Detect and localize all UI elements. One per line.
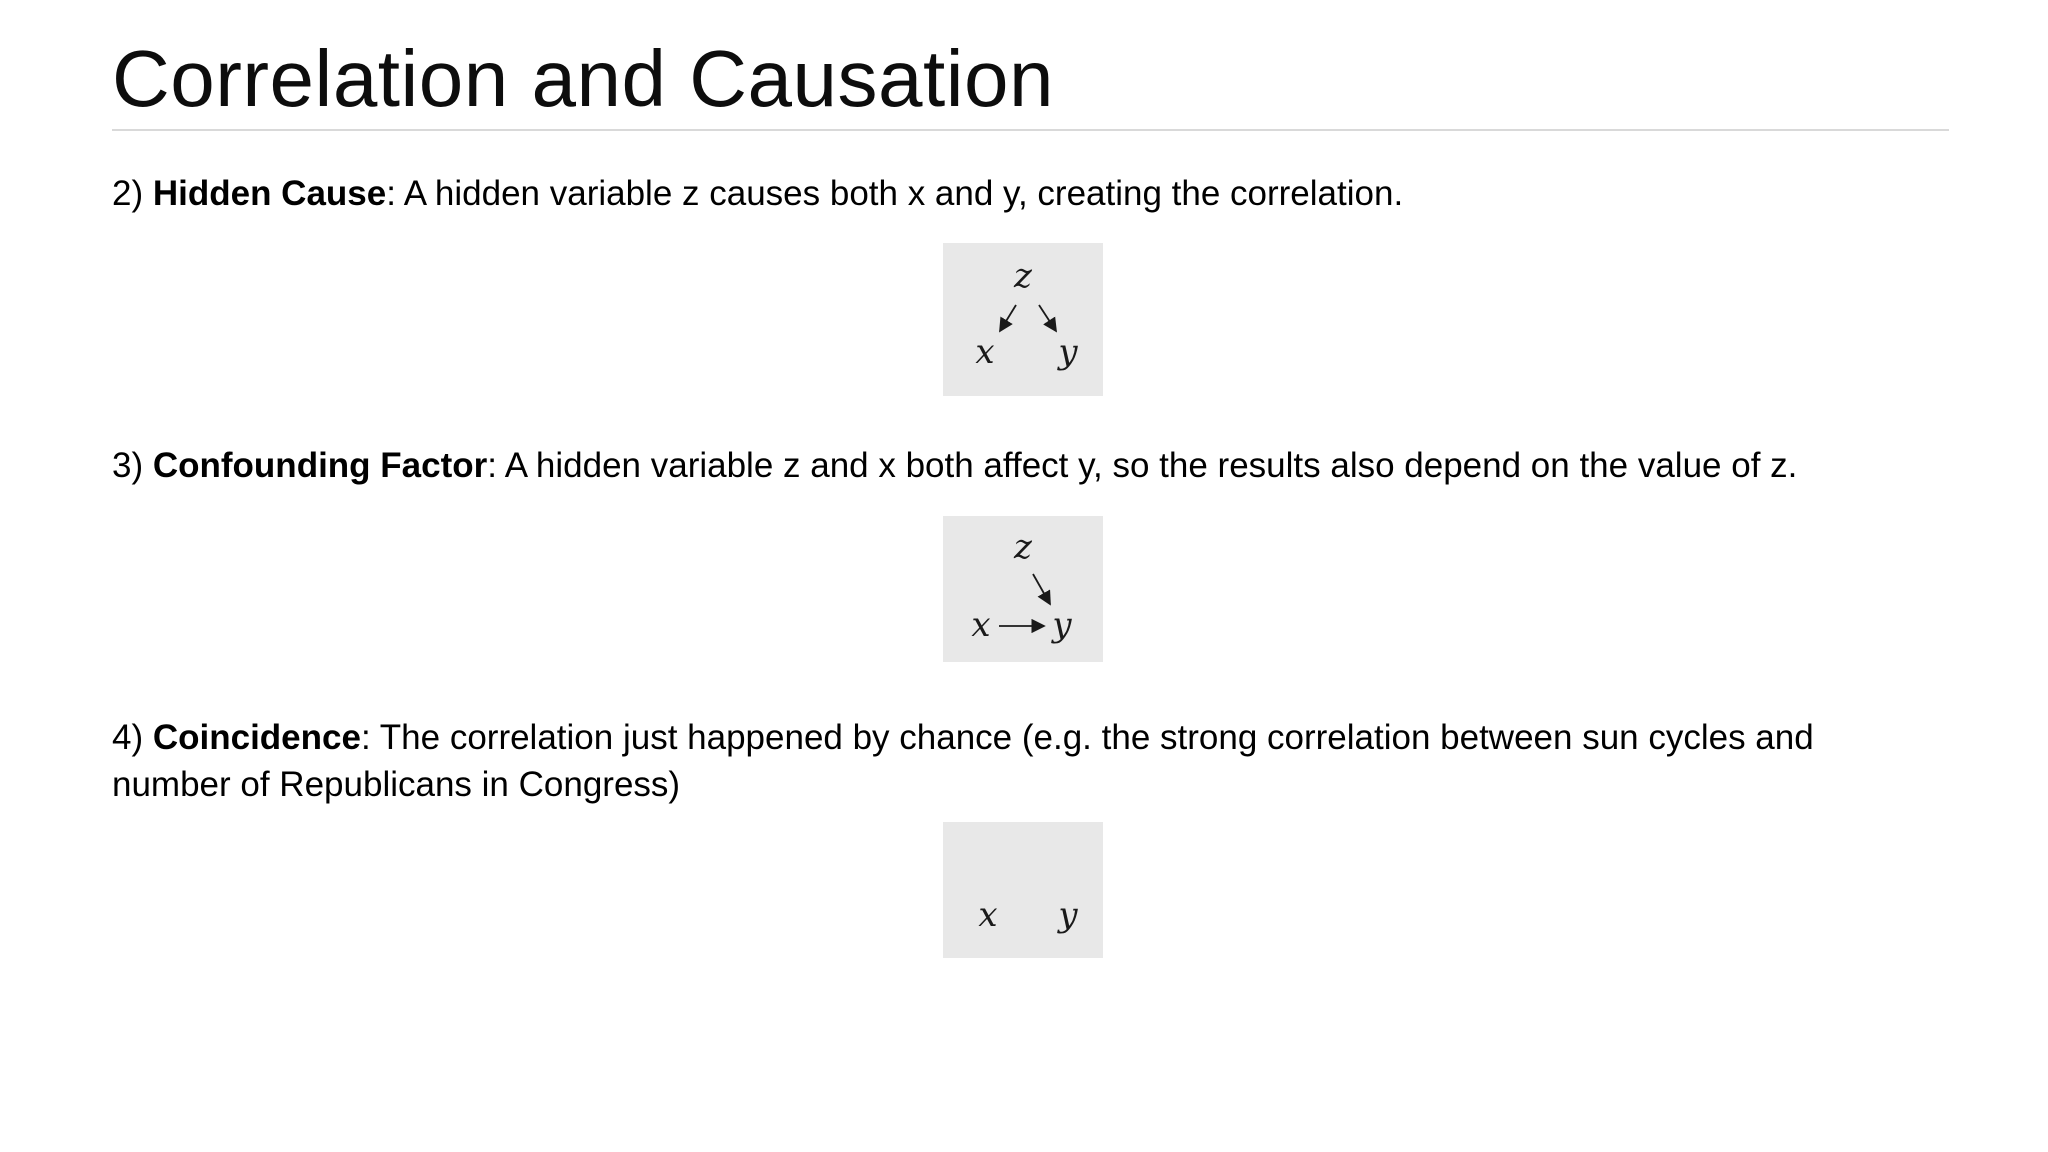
item-number: 3) [112,446,144,485]
edge-z-x [1000,305,1016,331]
node-z: z [1014,527,1032,567]
title-divider [112,129,1949,131]
item-coincidence [112,714,1814,808]
coincidence-diagram [943,822,1103,958]
hidden-cause-graph [943,243,1103,396]
node-x: x [971,605,991,645]
item-number: 4) [112,718,144,757]
edge-z-y [1039,305,1056,331]
node-x: x [975,332,995,372]
coincidence-graph [943,822,1103,958]
item-confounding-factor [112,442,1797,489]
node-y: y [1058,332,1078,372]
node-y: y [1058,895,1078,935]
node-z: z [1014,256,1032,296]
item-description: : A hidden variable z and x both affect y, so the results also depend on the value of z. [487,446,1798,485]
confounding-factor-graph [943,516,1103,662]
hidden-cause-diagram [943,243,1103,396]
node-x: x [978,895,998,935]
item-description: : The correlation just happened by chance (e.g. the strong correlation between sun cycles and [360,718,1814,757]
item-description-line2: number of Republicans in Congress) [112,765,681,804]
item-term: Confounding Factor [152,446,488,485]
confounding-factor-diagram [943,516,1103,662]
slide-title: Correlation and Causation [112,34,1054,123]
edge-z-y [1033,574,1050,604]
item-number: 2) [112,174,144,213]
item-term: Coincidence [152,718,361,757]
item-term: Hidden Cause [152,174,387,213]
item-hidden-cause [112,170,1403,217]
node-y: y [1052,605,1072,645]
item-description: : A hidden variable z causes both x and y, creating the correlation. [386,174,1404,213]
